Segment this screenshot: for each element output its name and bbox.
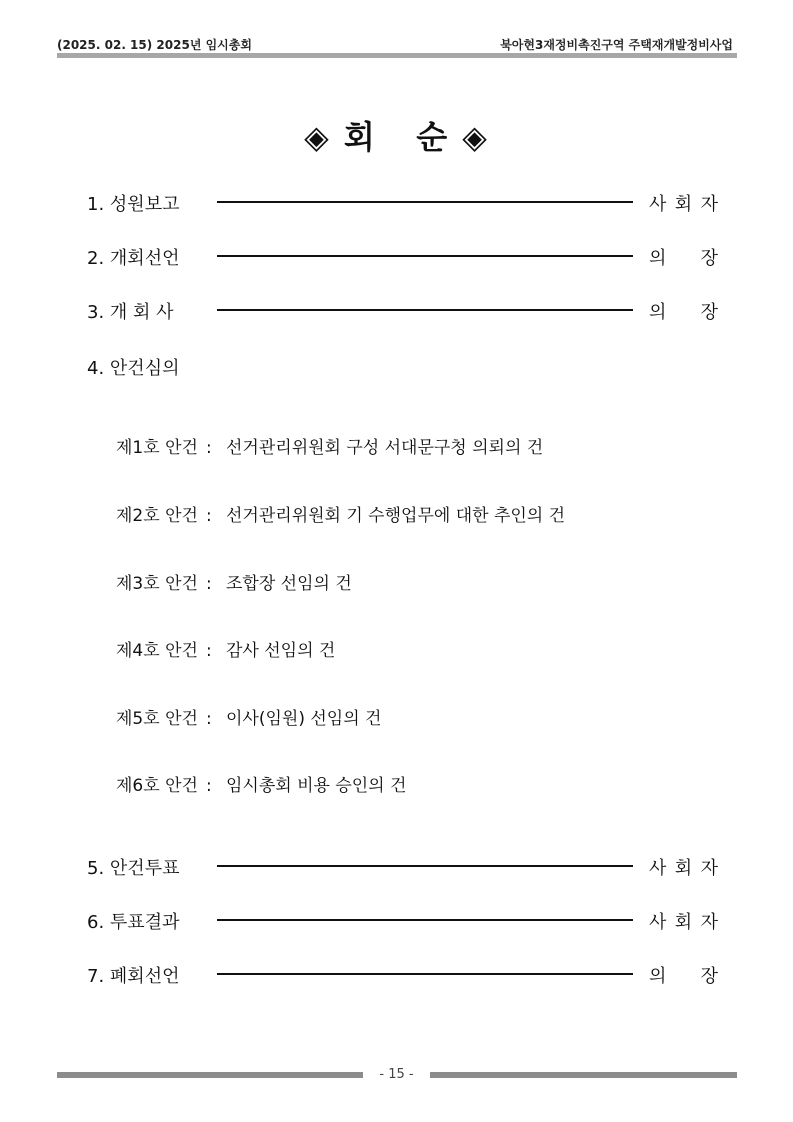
agenda-number: 제4호 안건	[116, 641, 198, 661]
item-5	[87, 854, 179, 880]
header-date-title: (2025. 02. 15) 2025년 임시총회	[57, 38, 252, 52]
item-number: 3.	[87, 302, 105, 323]
agenda-text: 선거관리위원회 기 수행업무에 대한 추인의 건	[226, 506, 566, 526]
agenda-text: 조합장 선임의 건	[226, 574, 352, 594]
role-char: 자	[700, 194, 718, 215]
item-role	[649, 190, 718, 216]
item-label: 성원보고	[109, 194, 180, 215]
agenda-item-3	[116, 569, 352, 594]
item-role	[649, 908, 718, 934]
agenda-colon: :	[206, 776, 212, 796]
item-label: 개 회 사	[109, 302, 174, 323]
agenda-colon: :	[206, 438, 212, 458]
item-number: 2.	[87, 248, 105, 269]
agenda-text: 임시총회 비용 승인의 건	[226, 776, 407, 796]
leader-line	[217, 919, 633, 921]
agenda-number: 제6호 안건	[116, 776, 198, 796]
agenda-item-2	[116, 501, 565, 526]
role-char: 자	[700, 912, 718, 933]
role-char: 사	[649, 912, 667, 933]
leader-line	[217, 865, 633, 867]
leader-line	[217, 201, 633, 203]
item-label: 폐회선언	[109, 966, 180, 987]
agenda-text: 감사 선임의 건	[226, 641, 336, 661]
item-number: 6.	[87, 912, 105, 933]
agenda-colon: :	[206, 641, 212, 661]
role-char: 회	[674, 858, 693, 879]
agenda-number: 제1호 안건	[116, 438, 198, 458]
leader-line	[217, 309, 633, 311]
item-role	[649, 854, 718, 880]
item-number: 1.	[87, 194, 105, 215]
role-char: 자	[700, 858, 718, 879]
agenda-item-4	[116, 636, 335, 661]
item-label: 개회선언	[109, 248, 180, 269]
agenda-number: 제2호 안건	[116, 506, 198, 526]
role-char: 사	[649, 194, 667, 215]
item-label: 안건투표	[109, 858, 180, 879]
agenda-number: 제5호 안건	[116, 709, 198, 729]
footer-rule-right	[430, 1072, 737, 1078]
item-number: 4.	[87, 358, 105, 379]
role-char: 의	[649, 248, 667, 269]
page-title: ◈ 회 순 ◈	[304, 118, 489, 156]
agenda-item-1	[116, 433, 543, 458]
agenda-item-5	[116, 704, 381, 729]
item-4	[87, 354, 179, 380]
item-6	[87, 908, 179, 934]
item-role	[649, 962, 718, 988]
role-char: 의	[649, 966, 667, 987]
item-role	[649, 244, 718, 270]
role-char: 사	[649, 858, 667, 879]
item-7	[87, 962, 179, 988]
leader-line	[217, 973, 633, 975]
item-2	[87, 244, 179, 270]
item-number: 7.	[87, 966, 105, 987]
agenda-colon: :	[206, 506, 212, 526]
role-char: 회	[674, 194, 693, 215]
leader-line	[217, 255, 633, 257]
page-number: - 15 -	[379, 1067, 414, 1082]
item-label: 안건심의	[109, 358, 180, 379]
role-char: 의	[649, 302, 667, 323]
agenda-text: 이사(임원) 선임의 건	[226, 709, 382, 729]
item-role	[649, 298, 718, 324]
agenda-number: 제3호 안건	[116, 574, 198, 594]
role-char: 장	[700, 302, 718, 323]
role-char: 장	[700, 248, 718, 269]
item-3	[87, 298, 174, 324]
agenda-text: 선거관리위원회 구성 서대문구청 의뢰의 건	[226, 438, 544, 458]
header-rule	[57, 53, 737, 58]
role-char: 회	[674, 912, 693, 933]
agenda-colon: :	[206, 709, 212, 729]
role-char: 장	[700, 966, 718, 987]
item-1	[87, 190, 179, 216]
item-label: 투표결과	[109, 912, 180, 933]
agenda-colon: :	[206, 574, 212, 594]
agenda-item-6	[116, 771, 406, 796]
item-number: 5.	[87, 858, 105, 879]
footer-rule-left	[57, 1072, 363, 1078]
header-project-name: 북아현3재정비촉진구역 주택재개발정비사업	[500, 38, 733, 52]
